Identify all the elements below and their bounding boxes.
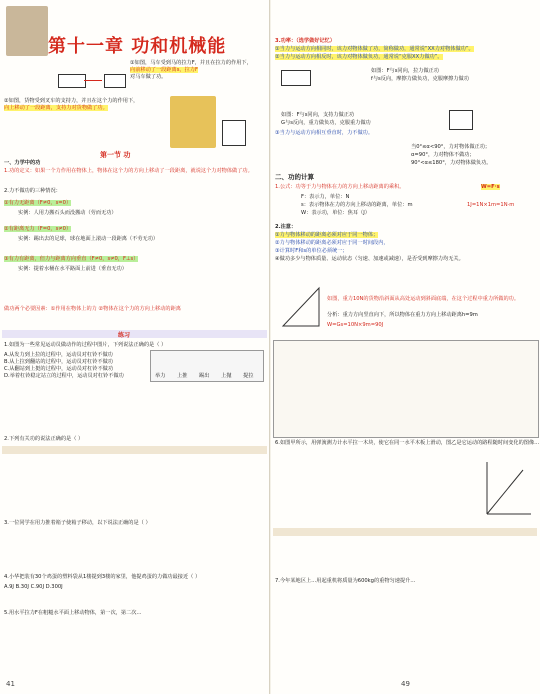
example-answer: W=Gs=10N×9m=90J xyxy=(327,322,384,328)
no-work-heading: 2.力不做功的三种情况： xyxy=(4,188,61,194)
figure-note-4: G与s反向，重力做负功，克服重力做功 xyxy=(281,120,371,126)
section-1-title: 第一节 功 xyxy=(100,151,131,159)
question-1-c: C.从翻站到上挺的过程中，运动员对杠铃不做功 xyxy=(4,366,114,372)
page-number-right: 49 xyxy=(401,680,410,688)
horse-cart-image xyxy=(6,6,48,56)
diagram-block-a xyxy=(281,70,311,86)
question-4-options: A.9J B.30J C.90J D.300J xyxy=(4,584,63,590)
right-page xyxy=(271,0,540,694)
question-6: 6.如图甲所示，用弹簧测力计水平拉一木块，使它在同一水平木板上滑动，图乙是它运动的路程随时间变化的图像… xyxy=(275,440,540,446)
figure-note-1: 如图：F与s同向，拉力做正功 xyxy=(371,68,439,74)
case-2: ②有距离无力（F=0，s≠0） xyxy=(4,226,72,232)
intro-text-1c: 对马车做了功。 xyxy=(130,74,167,80)
case-1: ①有力无距离（F≠0，s=0） xyxy=(4,200,72,206)
graph-image xyxy=(483,458,533,518)
intro-text-2: ②如图，货物受到叉车的支持力，并且在这个力的作用下， xyxy=(4,98,139,104)
figure-label-4: 提拉 xyxy=(243,373,254,379)
work-calc-heading: 二、功的计算 xyxy=(275,173,314,181)
page-number-left: 41 xyxy=(6,680,15,688)
rule-opposite-direction: ②当力与运动方向相反时，该力对物体做负功，通常说“克服XX力做功”。 xyxy=(275,54,443,60)
question-4: 4.小华把装有30个鸡蛋的塑料袋从1楼提到3楼的家里，他提鸡蛋的力做功最接近（ ） xyxy=(4,574,201,580)
intro-text-2b: 向上移动了一段距离，支持力对货物做了功。 xyxy=(4,105,108,111)
figure-label-0: 举力 xyxy=(155,373,166,379)
figure-label-3: 上抛 xyxy=(221,373,232,379)
note-2: ②力与物体移动的距离必须对应于同一时间段内， xyxy=(275,240,389,246)
power-heading: 3.功率：（选学做好记忆） xyxy=(275,38,336,44)
question-1: 1.如图为一些常见运动员做动作的过程中图片，下列说法正确的是（ ） xyxy=(4,342,167,348)
diagram-block-b xyxy=(449,110,473,130)
question-7: 7.今年某地区上…用起重机将质量为600kg的重物匀速提升… xyxy=(275,578,416,584)
intro-text-1: ①如图，马车受到马的拉力F，并且在拉力的作用下， xyxy=(130,60,252,66)
chapter-title: 第十一章 功和机械能 xyxy=(48,36,227,57)
question-3: 3.一位同学在用力推着箱子使箱子移动，以下说法正确的是（ ） xyxy=(4,520,151,526)
diagram-box xyxy=(222,120,246,146)
notes-heading: 2.注意： xyxy=(275,224,297,230)
rule-same-direction: ①当力与运动方向相同时，该力对物体做了功，简称做功，通常说“XX力对物体做功”。 xyxy=(275,46,474,52)
answer-area xyxy=(273,340,539,438)
case-3-detail: 实例：提着水桶在水平路面上前进（垂直无功） xyxy=(18,266,127,272)
work-definition: 1.功的定义：如果一个力作用在物体上，物体在这个力的方向上移动了一段距离，就说这个力对物体做了功。 xyxy=(4,168,253,174)
figure-note-2: f与s反向，摩擦力做负功，克服摩擦力做功 xyxy=(371,76,469,82)
force-arrow xyxy=(84,80,102,81)
figure-label-1: 上推 xyxy=(177,373,188,379)
example-analysis: 分析：重力方向竖直向下，所以物体在重力方向上移动距离h=9m xyxy=(327,312,478,318)
forklift-image xyxy=(170,96,216,148)
case-3: ③有力有距离，但力与距离方向垂直（F≠0，s≠0，F⊥s） xyxy=(4,256,139,262)
case-2-detail: 实例：踢出去的足球，球在地面上滚动一段距离（不劳无功） xyxy=(18,236,159,242)
formula-f: F：表示力，单位：N xyxy=(301,194,350,200)
incline-diagram xyxy=(279,284,323,330)
question-1-d: D.举着杠铃稳定站立的过程中，运动员对杠铃不做功 xyxy=(4,373,124,379)
diagram-block xyxy=(58,74,86,88)
figure-label-2: 踢出 xyxy=(199,373,210,379)
rule-perpendicular: ③当力与运动方向相互垂直时，力不做功。 xyxy=(275,130,374,136)
diagram-block-2 xyxy=(104,74,126,88)
figure-note-3: 如图：F与s同向，支持力做正功 xyxy=(281,112,355,118)
note-1: ①力与物体移动的距离必须对应于同一物体； xyxy=(275,232,379,238)
question-2: 2.下列有关功的说法正确的是（ ） xyxy=(4,436,84,442)
note-3: ③计算时F和s的单位必须统一； xyxy=(275,248,348,254)
heading-mechanical-work: 一、力学中的功 xyxy=(4,160,41,166)
angle-case-3: 90°<α≤180°，力对物体做负功。 xyxy=(411,160,492,166)
note-4: ④做功多少与物体质量、运动状态（匀速、加速或减速），是否受到摩擦力均无关。 xyxy=(275,256,464,262)
two-factors-note: 做功两个必要因素：①作用在物体上的力 ②物体在这个力的方向上移动的距离 xyxy=(4,306,181,312)
formula-s: s：表示物体在力的方向上移动的距离，单位：m xyxy=(301,202,413,208)
formula: W=F·s xyxy=(481,184,500,190)
question-1-b: B.从上拉到翻站的过程中，运动员对杠铃不做功 xyxy=(4,359,113,365)
practice-band xyxy=(2,330,267,338)
practice-title: 练习 xyxy=(118,332,131,339)
formula-description: 1.公式：功等于力与物体在力的方向上移动距离的乘积。 xyxy=(275,184,405,190)
weightlifting-figures xyxy=(150,350,264,382)
question-5: 5.用水平拉力F在粗糙水平面上移动物体，第一次，第二次… xyxy=(4,610,142,616)
angle-case-2: α=90°，力对物体不做功； xyxy=(411,152,475,158)
answer-band xyxy=(273,528,537,536)
intro-text-1b: 向前移动了一段距离s，拉力F xyxy=(130,67,198,73)
angle-case-1: 当0°≤α<90°，力对物体做正功； xyxy=(411,144,491,150)
unit-joule: 1J=1N×1m=1N·m xyxy=(467,202,515,208)
q2-options-band xyxy=(2,446,267,454)
case-1-detail: 实例：人用力搬石头而没搬动（劳而无功） xyxy=(18,210,117,216)
question-1-a: A.从发力到上拉的过程中，运动员对杠铃不做功 xyxy=(4,352,113,358)
example-question: 如图，重力10N的货物沿斜面从高处运动到斜面底端，在这个过程中重力所做的功。 xyxy=(327,296,520,302)
formula-w: W：表示功，单位：焦耳（J） xyxy=(301,210,370,216)
